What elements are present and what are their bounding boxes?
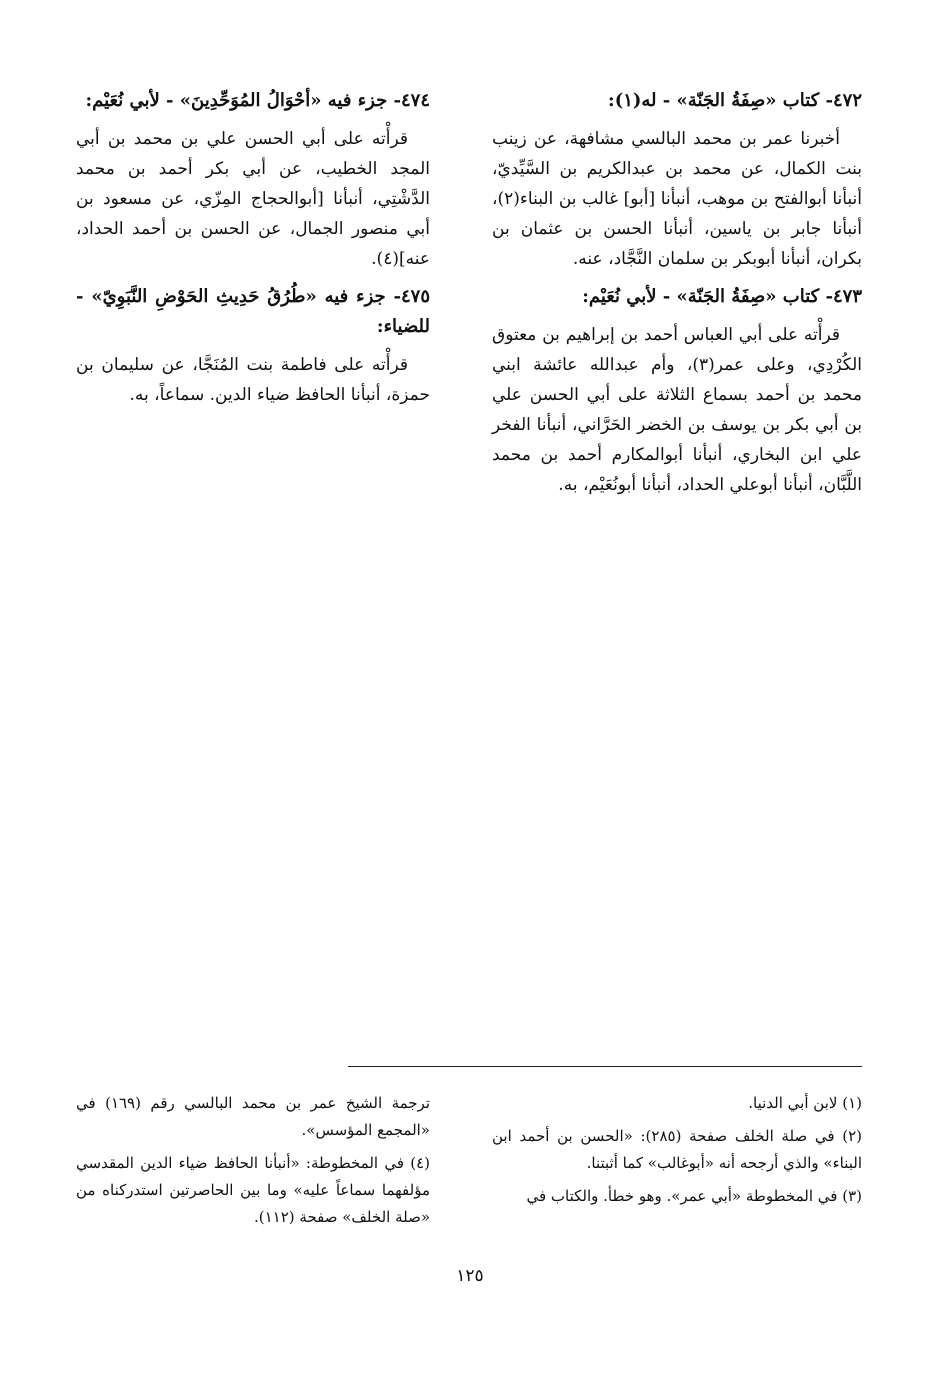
entry-472-text: أخبرنا عمر بن محمد البالسي مشافهة، عن زينب بنت الكمال، عن محمد بن عبدالكريم بن السَّيِّديّ، أنبأنا أبوالفتح بن موهب، أنبأنا [أبو] غالب بن البناء(٢)، أنبأنا جابر بن ياسين، أنبأنا الحسن بن عثمان بن بكران، أنبأنا أبوبكر بن سلمان النَّجَّاد، عنه. — [492, 129, 862, 269]
footnote-3-continued: ترجمة الشيخ عمر بن محمد البالسي رقم (١٦٩) في «المجمع المؤسس». — [76, 1094, 431, 1139]
footnotes-right — [492, 1090, 862, 1216]
entry-473-heading: ٤٧٣- كتاب «صِفَةُ الجَنّة» - لأبي نُعَيْم: — [582, 286, 862, 307]
footnote-divider — [348, 1066, 862, 1067]
entry-474-heading: ٤٧٤- جزء فيه «أحْوَالُ المُوَحِّدِينَ» - لأبي نُعَيْم: — [85, 90, 430, 111]
footnote-3: (٣) في المخطوطة «أبي عمر». وهو خطأ. والكتاب في — [526, 1187, 862, 1205]
footnotes-left — [76, 1090, 430, 1237]
right-column — [492, 86, 862, 508]
entry-473-text: قرأْته على أبي العباس أحمد بن إبراهيم بن معتوق الكُرْدِي، وعلى عمر(٣)، وأم عبدالله عائشة ابني محمد بن أحمد بسماع الثلاثة على أبي الحسن علي بن أبي بكر بن يوسف بن الخضر الحَرَّاني، أنبأنا الفخر علي ابن البخاري، أنبأنا أبوالمكارم أحمد بن محمد اللَّبَّان، أنبأنا أبوعلي الحداد، أنبأنا أبونُعَيْم، به. — [492, 325, 863, 495]
footnote-4: (٤) في المخطوطة: «أنبأنا الحافظ ضياء الدين المقدسي مؤلفهما سماعاً عليه» وما بين الحاصرتين استدركناه من «صلة الخلف» صفحة (١١٢). — [76, 1154, 430, 1226]
entry-475-heading: ٤٧٥- جزء فيه «طُرُقُ حَدِيثِ الحَوْضِ النَّبَوِيّ» - للضياء: — [76, 286, 430, 337]
entry-472-heading: ٤٧٢- كتاب «صِفَةُ الجَنّة» - له(١): — [608, 90, 862, 111]
page-number: ١٢٥ — [456, 1266, 484, 1286]
left-column — [76, 86, 430, 418]
entry-475-text: قرأْته على فاطمة بنت المُنَجَّا، عن سليمان بن حمزة، أنبأنا الحافظ ضياء الدين. سماعاً، به. — [76, 355, 430, 405]
entry-474-text: قرأْته على أبي الحسن علي بن محمد بن أبي المجد الخطيب، عن أبي بكر أحمد بن محمد الدَّشْتِي، أنبأنا [أبوالحجاج المِزّي، عن مسعود بن أبي منصور الجمال، عن الحسن بن أحمد الحداد، عنه](٤). — [76, 129, 430, 269]
footnote-2: (٢) في صلة الخلف صفحة (٢٨٥): «الحسن بن أحمد ابن البناء» والذي أرجحه أنه «أبوغالب» كما أثبتنا. — [492, 1127, 862, 1172]
footnote-1: (١) لابن أبي الدنيا. — [748, 1094, 862, 1112]
